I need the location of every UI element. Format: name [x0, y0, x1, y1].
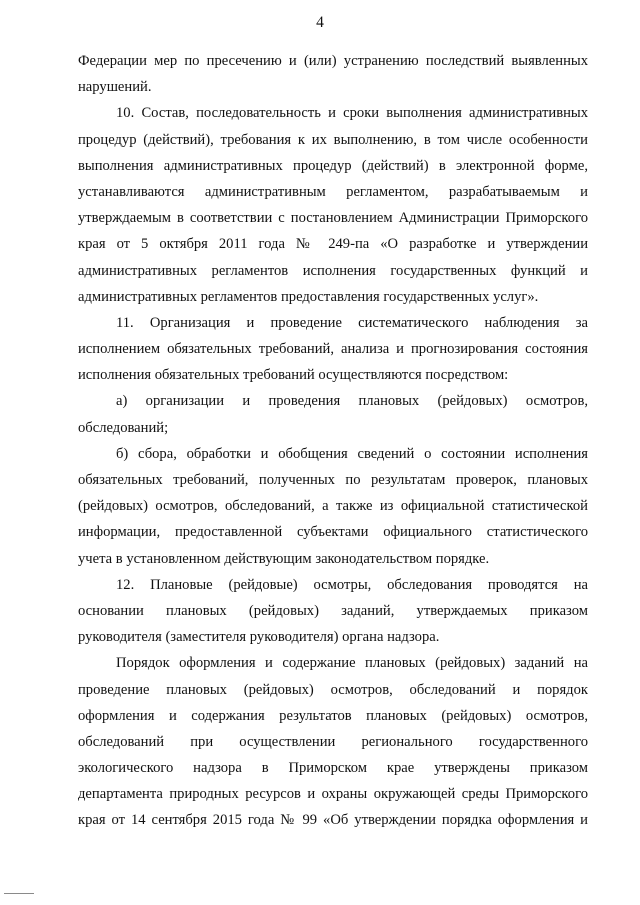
body-text-line: утверждаемым в соответствии с постановлением Администрации Приморского: [78, 210, 588, 227]
body-text-line: выполнения административных процедур (действий) в электронной форме,: [78, 157, 588, 174]
body-text-line: а) организации и проведения плановых (рейдовых) осмотров,: [116, 393, 588, 410]
body-text-line: учета в установленном действующим законодательством порядке.: [78, 550, 490, 567]
body-text-line: 11. Организация и проведение систематического наблюдения за: [116, 314, 588, 331]
body-text-line: руководителя (заместителя руководителя) органа надзора.: [78, 629, 440, 646]
body-text-line: департамента природных ресурсов и охраны окружающей среды Приморского: [78, 786, 588, 803]
body-text-line: основании плановых (рейдовых) заданий, утверждаемых приказом: [78, 602, 588, 619]
body-text-line: проведение плановых (рейдовых) осмотров, обследований и порядок: [78, 681, 588, 698]
body-text-line: Порядок оформления и содержание плановых (рейдовых) заданий на: [116, 655, 588, 672]
body-text-line: экологического надзора в Приморском крае утверждены приказом: [78, 760, 588, 777]
body-text-line: 12. Плановые (рейдовые) осмотры, обследования проводятся на: [116, 576, 588, 593]
body-text-line: процедур (действий), требования к их выполнению, в том числе особенности: [78, 131, 588, 148]
body-text-line: Федерации мер по пресечению и (или) устранению последствий выявленных: [78, 53, 588, 69]
body-text-line: административных регламентов исполнения государственных функций и: [78, 262, 588, 279]
body-text-line: нарушений.: [78, 79, 152, 96]
body-text-line: обследований;: [78, 419, 169, 436]
body-text-line: оформления и содержания результатов плановых (рейдовых) осмотров,: [78, 707, 588, 724]
body-text-line: исполнением обязательных требований, анализа и прогнозирования состояния: [78, 341, 588, 358]
body-text-line: информации, предоставленной субъектами официального статистического: [78, 524, 588, 541]
page-number: 4: [316, 14, 324, 31]
body-text-line: исполнения обязательных требований осуществляются посредством:: [78, 367, 509, 384]
body-text-line: обязательных требований, полученных по результатам проверок, плановых: [78, 472, 588, 488]
body-text-line: обследований при осуществлении регионального государственного: [78, 733, 588, 750]
body-text-line: 10. Состав, последовательность и сроки выполнения административных: [116, 105, 588, 122]
body-text-line: (рейдовых) осмотров, обследований, а также из официальной статистической: [78, 498, 588, 515]
body-text-line: административных регламентов предоставления государственных услуг».: [78, 288, 539, 305]
body-text-line: края от 5 октября 2011 года № 249-па «О разработке и утверждении: [78, 236, 588, 253]
body-text-line: края от 14 сентября 2015 года № 99 «Об утверждении порядка оформления и: [78, 812, 588, 829]
margin-mark: [4, 893, 34, 894]
document-body: [78, 48, 588, 834]
body-text-line: б) сбора, обработки и обобщения сведений о состоянии исполнения: [116, 445, 588, 462]
body-text-line: устанавливаются административным регламентом, разрабатываемым и: [78, 183, 588, 200]
